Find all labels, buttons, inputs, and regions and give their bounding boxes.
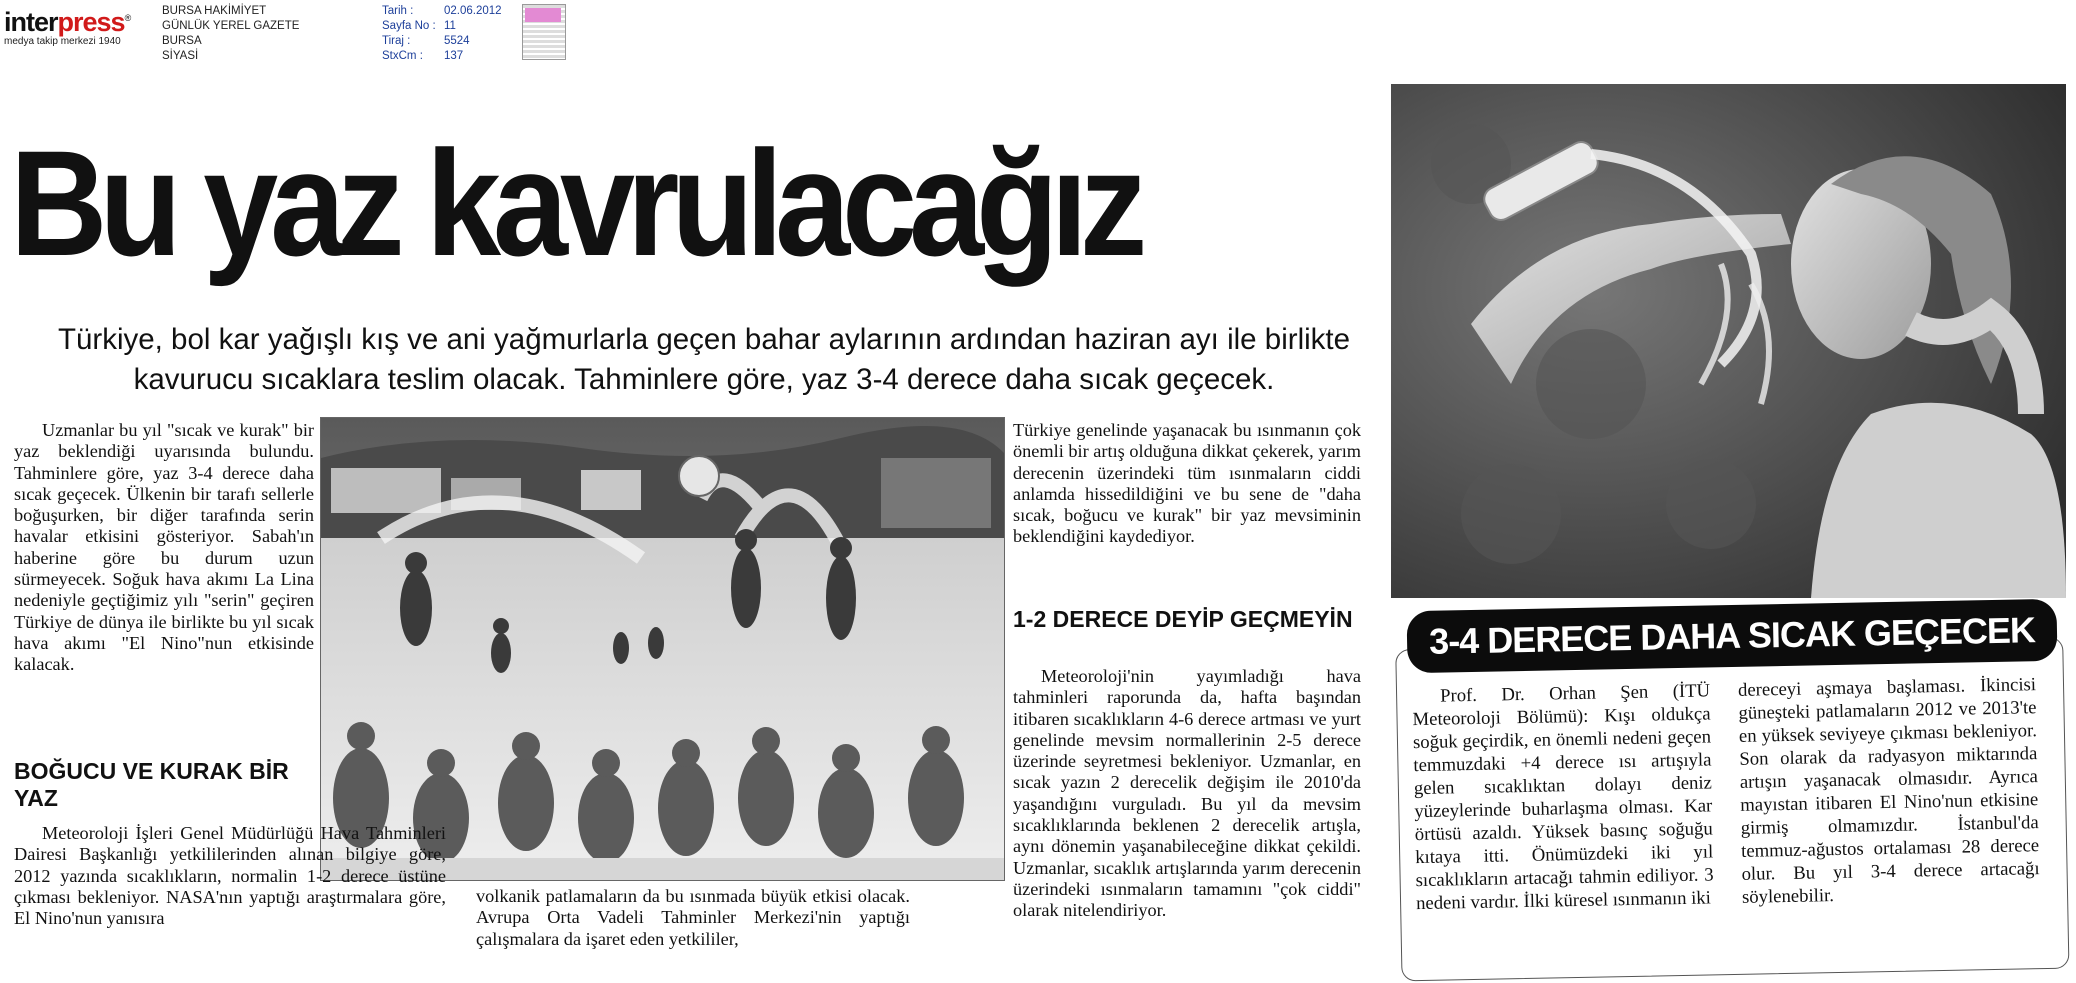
deck-text: Türkiye, bol kar yağışlı kış ve ani yağmurlarla geçen bahar aylarının ardından haziran ayı ile birlikte kavurucu sıcaklara teslim olacak. Tahminlere göre, yaz 3-4 derece daha sıcak geçecek.: [57, 323, 1351, 396]
quote-paragraph-1: Prof. Dr. Orhan Şen (İTÜ Meteoroloji Bölümü): Kışı oldukça soğuk geçirdik, en önemli nedeni geçen temmuzdaki +4 derece ısı artışıyla gelen sıcaklıktan dolayı deniz yüzeylerinde buharlaşma olması. Kar örtüsü azaldı. Yüksek basınç soğuğu kıtaya itti. Önümüzdeki iki yıl sıcaklıkların artacağı tahmin ediliyor. 3 nedeni vardır. İlki küresel ısınmanın iki: [1412, 680, 1714, 915]
clipping-stats: [382, 4, 502, 64]
expert-quote-box: [1394, 599, 2071, 983]
woman-water-illustration: [1391, 84, 2066, 598]
publication-name: BURSA HAKİMİYET: [162, 5, 267, 17]
stat-column-cm: [382, 49, 502, 64]
pool-scene-illustration: [321, 418, 1004, 880]
stat-label: Tarih :: [382, 5, 414, 17]
stat-date: [382, 4, 502, 19]
stat-circulation: [382, 34, 502, 49]
publication-type: GÜNLÜK YEREL GAZETE: [162, 20, 300, 32]
paragraph-meteoroloji: Meteoroloji İşleri Genel Müdürlüğü Hava Tahminleri Dairesi Başkanlığı yetkililerinden alınan bilgiye göre, 2012 yazında sıcaklıkların, normalin 1-2 derece üstüne çıkması bekleniyor. NASA'nın yaptığı araştırmalara göre, El Nino'nun yanısıra: [14, 823, 446, 929]
article-column-1: [14, 420, 314, 676]
stat-value: 11: [444, 20, 456, 32]
article-column-2: [476, 886, 910, 950]
registered-mark: ®: [124, 13, 131, 23]
stat-value: 5524: [444, 35, 470, 47]
page-thumbnail[interactable]: [522, 4, 566, 60]
quote-box-title: 3-4 DERECE DAHA SICAK GEÇECEK: [1406, 599, 2057, 673]
stat-label: Tiraj :: [382, 35, 411, 47]
pool-photo: [320, 417, 1005, 881]
paragraph-isinma: Türkiye genelinde yaşanacak bu ısınmanın çok önemli bir artış olduğuna dikkat çekerek, yarım derecenin üzerindeki tüm ısınmaların ciddi anlamda hissedildiğini ve bu sene de "daha sıcak, boğucu ve kurak" bir yaz mevsiminin beklendiğini kaydediyor.: [1013, 420, 1361, 547]
quote-box-column-1: [1412, 679, 1714, 915]
article-column-3-continued: [1013, 666, 1361, 922]
stat-label: Sayfa No :: [382, 20, 436, 32]
logo-text-inter: inter: [4, 7, 58, 37]
stat-value: 137: [444, 50, 464, 62]
stat-value: 02.06.2012: [444, 5, 502, 17]
article-column-1-continued: [14, 823, 446, 929]
article-column-3: [1013, 420, 1361, 548]
paragraph-rapor: Meteoroloji'nin yayımladığı hava tahminleri raporunda da, hafta başından itibaren sıcaklıkların 4-6 derece artması ve yurt genelinde mevsim normallerinin 2-5 derece üzerinde seyretmesi bekleniyor. Uzmanlar, en sıcak yazın 2 derecelik değişim ile 2010'da yaşandığını vurguladı. Bu yıl da mevsim sıcaklıklarında beklenen 2 derecelik artışla, aynı dönemin yaşanabileceğine dikkat çekildi. Uzmanlar, sıcaklık artışlarında yarım derecenin üzerindeki ısınmaların tamamını "çok ciddi" olarak nitelendiriyor.: [1013, 666, 1361, 921]
thumbnail-highlight: [525, 8, 561, 22]
paragraph-volkanik: volkanik patlamaların da bu ısınmada büyük etkisi olacak. Avrupa Orta Vadeli Tahminler Merkezi'nin yaptığı çalışmalara da işaret eden yetkililer,: [476, 886, 910, 949]
stat-page: [382, 19, 502, 34]
interpress-logo: [4, 4, 154, 48]
headline: Bu yaz kavrulacağız: [10, 119, 1140, 287]
stat-label: StxCm :: [382, 50, 423, 62]
quote-paragraph-2: dereceyi aşmaya başlaması. İkincisi güneşteki patlamaların 2012 ve 2013'te en yüksek seviyeye çıkması bekleniyor. Son olarak da radyasyon miktarında artışın yaşanacak olmasıdır. Ayrıca mayıstan itibaren El Nino'nun etkisine girmiş olmamızdır. İstanbul'da temmuz-ağustos ortalaması 28 derece olur. Bu yıl 3-4 derece artacağı söylenebilir.: [1737, 674, 2040, 908]
publication-category: SİYASİ: [162, 50, 199, 62]
woman-water-photo: [1391, 84, 2066, 598]
subhead-1-2-derece: 1-2 DERECE DEYİP GEÇMEYİN: [1013, 606, 1353, 632]
logo-tagline: medya takip merkezi 1940: [4, 36, 121, 47]
paragraph-intro: Uzmanlar bu yıl "sıcak ve kurak" bir yaz beklendiği uyarısında bulundu. Tahminlere göre, yaz 3-4 derece daha sıcak geçecek. Ülkenin bir tarafı sellerle boğuşurken, bir diğer tarafında serin havalar etkisini gösteriyor. Sabah'ın haberine göre bu durum uzun sürmeyecek. Soğuk hava akımı La Lina nedeniyle geçtiğimiz yılı "serin" geçiren Türkiye de dünya ile birlikte bu yıl sıcak hava akımı "El Nino"nun etkisinde kalacak.: [14, 420, 314, 675]
logo-text-press: press: [57, 7, 125, 37]
subhead-bogucu: BOĞUCU VE KURAK BİR YAZ: [14, 758, 289, 811]
quote-box-column-2: [1738, 673, 2040, 909]
publication-city: BURSA: [162, 35, 202, 47]
publication-info: [162, 4, 299, 64]
